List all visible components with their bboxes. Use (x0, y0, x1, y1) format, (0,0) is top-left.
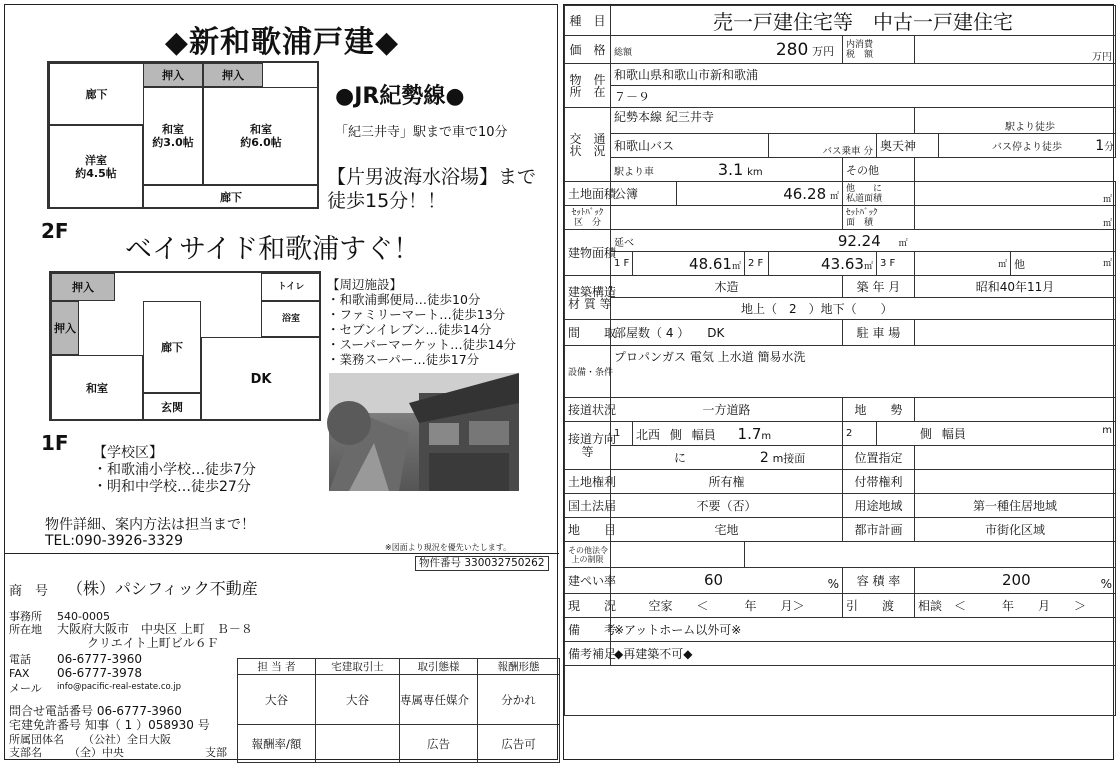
plan-label: 都市計画 (843, 518, 915, 542)
setback-label: ｾｯﾄﾊﾞｯｸ 区 分 (565, 206, 611, 230)
remarks: ※アットホーム以外可※ (611, 618, 1116, 642)
layout-label: 間 取 (565, 320, 611, 346)
room-2f-rouka-bottom: 廊下 (143, 185, 319, 209)
addr-line-2: クリエイト上町ビル６Ｆ (87, 636, 219, 650)
car-cell (611, 158, 843, 182)
handover: 相談 ＜ 年 月 ＞ (915, 594, 1116, 618)
tel-label: 電話 (9, 653, 31, 666)
remarks-supplement: ◆再建築不可◆ (611, 642, 1116, 666)
far-cell: 200 % (915, 568, 1116, 594)
rooms: 部屋数（ 4 ） DK (611, 320, 843, 346)
setback-value (611, 206, 843, 230)
house-photo (329, 373, 519, 491)
facilities: プロパンガス 電気 上水道 簡易水洗 (611, 346, 1116, 398)
f1-area: 48.61 (689, 254, 732, 273)
station-access-text: 「紀三井寺」駅まで車で10分 (335, 125, 508, 140)
car-prefix: 駅より車 (614, 167, 654, 178)
remarks-label: 備 考 (565, 618, 611, 642)
room-2f-youshitsu: 洋室 約4.5帖 (49, 125, 143, 209)
office-label: 事務所 (9, 610, 42, 623)
ad-value: 広告可 (478, 725, 560, 763)
far-label: 容 積 率 (843, 568, 915, 594)
precedence-note: ※図面より現況を優先いたします。 (385, 543, 512, 552)
room-1f-genkan: 玄関 (143, 393, 201, 421)
floor-label-2f: 2F (41, 219, 69, 243)
location-line-2: ７－９ (611, 86, 1116, 108)
land-category-label: 地 目 (565, 518, 611, 542)
room-1f-washitsu: 和室 (51, 355, 143, 421)
tel-number: 06-6777-3960 (57, 652, 143, 666)
flyer-panel (4, 4, 558, 760)
building-area-label: 建物面積 (565, 230, 611, 276)
road2-number: 2 (843, 422, 877, 446)
price-prefix: 総額 (614, 47, 633, 58)
fee-rate-label: 報酬率/額 (238, 725, 316, 763)
fee-type-value: 分かれ (478, 675, 560, 725)
handover-label: 引 渡 (843, 594, 915, 618)
assoc-name: （公社）全日大阪 (83, 733, 171, 746)
shogo-label: 商 号 (9, 584, 49, 599)
land-category: 宅地 (611, 518, 843, 542)
road1-direction: 北西 (636, 427, 661, 442)
built-label: 築 年 月 (843, 276, 915, 298)
bcr-cell: 60 % (611, 568, 843, 594)
flyer-title: ◆新和歌浦戸建◆ (164, 25, 400, 60)
bus-ride-label: バス乗車 分 (769, 134, 877, 158)
f2-label: 2 F (745, 252, 769, 276)
room-1f-bath: 浴室 (261, 301, 321, 337)
floor-plan-2f (47, 61, 319, 209)
inquiry-phone: 問合せ電話番号 06-6777-3960 (9, 704, 182, 718)
assoc-label: 所属団体名 (9, 733, 64, 746)
facilities-label: 設備・条件 (565, 346, 611, 398)
room-1f-dk: DK (201, 337, 321, 421)
terrain-label: 地 勢 (843, 398, 915, 422)
transport-label: 交 通 状 況 (565, 108, 611, 182)
road1-cell: 北西 側 幅員 1.7m (633, 422, 843, 446)
private-road-label: 他 に 私道面積 (843, 182, 915, 206)
floor-label-1f: 1F (41, 431, 69, 455)
bus-walk-cell (939, 134, 1116, 158)
f1-label: 1 F (611, 252, 633, 276)
position-label: 位置指定 (843, 446, 915, 470)
price-cell (611, 36, 843, 64)
addr-line-1: 大阪府大阪市 中央区 上町 Ｂ－８ (57, 622, 253, 636)
car-unit: km (747, 167, 763, 178)
current-status: 空家 ＜ 年 月＞ (611, 594, 843, 618)
road-label: 接道状況 (565, 398, 611, 422)
tax-label: 内消費 税 額 (843, 36, 915, 64)
attached-label: 付帯権利 (843, 470, 915, 494)
total-label: 延べ (614, 237, 634, 249)
room-1f-toilet: トイレ (261, 273, 321, 301)
land-area: 46.28 (783, 184, 827, 203)
company-name: （株）パシフィック不動産 (67, 579, 258, 598)
other-area-cell: 他 ㎡ (1011, 252, 1116, 276)
other-law-label: その他法令 上の制限 (565, 542, 611, 568)
property-type: 売一戸建住宅等 中古一戸建住宅 (611, 6, 1116, 36)
private-road-area: ㎡ (915, 182, 1116, 206)
land-right-label: 土地権利 (565, 470, 611, 494)
room-1f-oshiire-b: 押入 (51, 301, 79, 355)
staff-header: 担 当 者 (238, 659, 316, 675)
attached-value (915, 470, 1116, 494)
remarks-supplement-label: 備考補足 (565, 642, 611, 666)
bayside-headline: ベイサイド和歌浦すぐ！ (125, 234, 421, 265)
road-type: 一方道路 (611, 398, 843, 422)
parking-label: 駐 車 場 (843, 320, 915, 346)
road2-cell: 側 幅員 m (877, 422, 1116, 446)
branch-name: （全）中央 (69, 746, 124, 759)
setback-area: ㎡ (915, 206, 1116, 230)
bcr-label: 建ぺい率 (565, 568, 611, 594)
f3-label: 3 F (877, 252, 915, 276)
price-value: 280 (775, 39, 809, 60)
transaction-header: 取引態様 (400, 659, 478, 675)
price-label: 価 格 (565, 36, 611, 64)
bus-walk-min: 1 (1095, 137, 1105, 154)
property-details-table (564, 5, 1116, 716)
built-date: 昭和40年11月 (915, 276, 1116, 298)
tax-unit: 万円 (915, 36, 1116, 64)
beach-access-text: 【片男波海水浴場】まで徒歩15分！！ (327, 166, 537, 212)
bus-walk-unit: 分 (1104, 141, 1115, 153)
position-value (915, 446, 1116, 470)
parking-value (915, 320, 1116, 346)
license-number: 宅建免許番号 知事（ 1 ）058930 号 (9, 718, 210, 732)
location-line-1: 和歌山県和歌山市新和歌浦 (611, 64, 1116, 86)
f2-area-cell: 43.63㎡ (769, 252, 877, 276)
bus-stop-name: 奥天神 (877, 134, 939, 158)
train-line: 紀勢本線 紀三井寺 (611, 108, 915, 134)
f1-area-cell: 48.61㎡ (633, 252, 745, 276)
bcr-value: 60 (704, 570, 724, 589)
fee-type-header: 報酬形態 (478, 659, 560, 675)
room-2f-washitsu-6: 和室 約6.0帖 (203, 87, 319, 185)
frontage-cell: に 2 m接面 (611, 446, 843, 470)
broker-value: 大谷 (316, 675, 400, 725)
other-label: その他 (843, 158, 915, 182)
mail-address[interactable]: info@pacific-real-estate.co.jp (57, 682, 181, 692)
notify: 不要（否） (611, 494, 843, 518)
price-unit: 万円 (812, 44, 835, 58)
zoning-label: 用途地域 (843, 494, 915, 518)
f3-area: ㎡ (915, 252, 1011, 276)
floor-plan-1f (49, 271, 321, 421)
zoning: 第一種住居地域 (915, 494, 1116, 518)
type-label: 種 目 (565, 6, 611, 36)
land-area-label: 土地面積 (565, 182, 611, 206)
room-2f-oshiire-2: 押入 (203, 63, 263, 87)
broker-header: 宅建取引士 (316, 659, 400, 675)
bus-company: 和歌山バス (611, 134, 769, 158)
road1-number: 1 (611, 422, 633, 446)
fax-number: 06-6777-3978 (57, 666, 143, 680)
jr-line-heading: ●JR紀勢線● (335, 84, 465, 109)
floors: 地上（ 2 ）地下（ ） (611, 298, 1116, 320)
total-area: 92.24 (837, 231, 881, 250)
f2-area: 43.63 (821, 254, 864, 273)
other-law-value (611, 542, 745, 568)
room-2f-rouka-top: 廊下 (49, 63, 143, 125)
property-details-panel (563, 4, 1114, 760)
land-area-cell: 46.28 ㎡ (677, 182, 843, 206)
bus-walk-label: バス停より徒歩 (992, 141, 1062, 153)
room-1f-rouka: 廊下 (143, 301, 201, 393)
fax-label: FAX (9, 667, 30, 680)
room-1f-oshiire-a: 押入 (51, 273, 115, 301)
frontage-value: 2 (759, 450, 769, 466)
staff-table (237, 658, 560, 763)
postal-code: 540-0005 (57, 610, 110, 623)
car-km: 3.1 (717, 160, 744, 179)
terrain-value (915, 398, 1116, 422)
mail-label: メール (9, 682, 42, 695)
station-walk: 駅より徒歩 (915, 108, 1116, 134)
branch-label: 支部名 (9, 746, 42, 759)
notify-label: 国土法届 (565, 494, 611, 518)
school-district: 【学校区】 ・和歌浦小学校…徒歩7分 ・明和中学校…徒歩27分 (93, 445, 256, 495)
room-2f-oshiire-1: 押入 (143, 63, 203, 87)
branch-suffix: 支部 (205, 746, 227, 759)
status-label: 現 況 (565, 594, 611, 618)
nearby-facilities: 【周辺施設】 ・和歌浦郵便局…徒歩10分 ・ファミリーマート…徒歩13分 ・セブンイレブン…徒歩14分 ・スーパーマーケット…徒歩14分 ・業務スーパー…徒歩17分 (327, 277, 517, 367)
blank-row (565, 666, 1116, 716)
setback-area-label: ｾｯﾄﾊﾞｯｸ 面 積 (843, 206, 915, 230)
location-label: 物 件 所 在 (565, 64, 611, 108)
total-area-cell: 延べ 92.24 ㎡ (611, 230, 1116, 252)
structure-label: 建築構造 材 質 等 (565, 276, 611, 320)
road-direction-label: 接道方向 等 (565, 422, 611, 470)
staff-value: 大谷 (238, 675, 316, 725)
room-2f-washitsu-3: 和室 約3.0帖 (143, 87, 203, 185)
transaction-value: 専属専任媒介 (400, 675, 478, 725)
land-basis: 公簿 (611, 182, 677, 206)
fee-rate-value (316, 725, 400, 763)
addr-label: 所在地 (9, 623, 42, 636)
property-number: 物件番号 330032750262 (415, 556, 549, 571)
ad-label: 広告 (400, 725, 478, 763)
contact-note: 物件詳細、案内方法は担当まで！ TEL:090-3926-3329 (45, 517, 255, 549)
structure: 木造 (611, 276, 843, 298)
city-plan: 市街化区域 (915, 518, 1116, 542)
road1-width: 1.7 (737, 424, 762, 443)
land-right: 所有権 (611, 470, 843, 494)
far-value: 200 (1002, 570, 1031, 589)
